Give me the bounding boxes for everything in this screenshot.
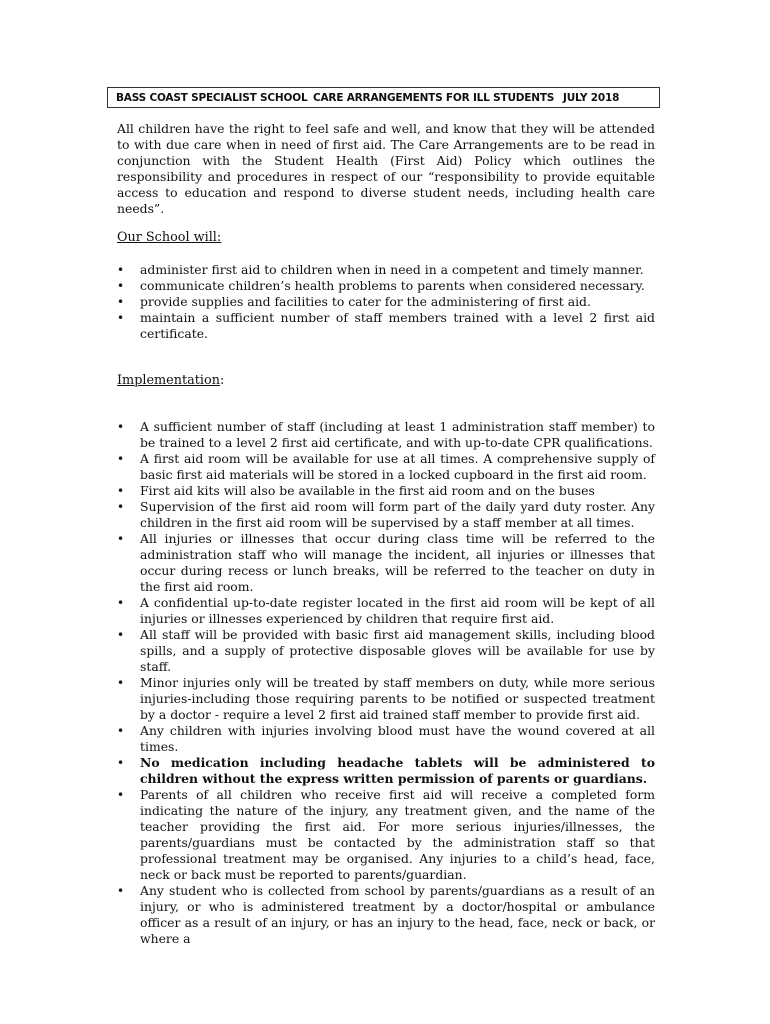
document-header	[107, 87, 660, 108]
list-item-text: Supervision of the first aid room will form part of the daily yard duty roster. Any children in the first aid room will be supervised by a staff member at all times.	[140, 499, 655, 530]
bullet-icon: •	[117, 756, 125, 770]
list-item-text: communicate children’s health problems to parents when considered necessary.	[140, 278, 645, 293]
list-item	[117, 499, 655, 531]
list-item-text: Any student who is collected from school by parents/guardians as a result of an injury, or who is administered treatment by a doctor/hospital or ambulance officer as a result of an injury, or has an injury to the head, face, neck or back, or where a	[140, 883, 655, 946]
header-school-name: BASS COAST SPECIALIST SCHOOL	[116, 92, 308, 104]
bullet-icon: •	[117, 884, 125, 898]
list-item-text: Parents of all children who receive first aid will receive a completed form indicating the nature of the injury, any treatment given, and the name of the teacher providing the first aid. For more serious injuries/illnesses, the parents/guardians must be contacted by the administration staff so that professional treatment may be organised. Any injuries to a child’s head, face, neck or back must be reported to parents/guardian.	[140, 787, 655, 882]
list-item-text: All injuries or illnesses that occur during class time will be referred to the administration staff who will manage the incident, all injuries or illnesses that occur during recess or lunch breaks, will be referred to the teacher on duty in the first aid room.	[140, 531, 655, 594]
list-item	[117, 483, 655, 499]
our-school-heading-text: Our School will:	[117, 230, 222, 245]
our-school-heading	[117, 230, 221, 245]
list-item	[117, 310, 655, 342]
bullet-icon: •	[117, 596, 125, 610]
intro-paragraph: All children have the right to feel safe and well, and know that they will be attended to with due care when in need of first aid. The Care Arrangements are to be read in conjunction with the Student Health (First Aid) Policy which outlines the responsibility and procedures in respect of our “responsibility to provide equitable access to education and respond to diverse student needs, including health care needs”.	[117, 121, 655, 216]
bullet-icon: •	[117, 724, 125, 738]
list-item	[117, 278, 655, 294]
header-date: JULY 2018	[563, 92, 620, 104]
implementation-heading-colon: :	[219, 373, 225, 388]
list-item-text: administer first aid to children when in need in a competent and timely manner.	[140, 262, 644, 277]
list-item-text: maintain a sufficient number of staff members trained with a level 2 first aid certificate.	[140, 310, 655, 341]
bullet-icon: •	[117, 452, 125, 466]
bullet-icon: •	[117, 532, 125, 546]
list-item-text: A sufficient number of staff (including at least 1 administration staff member) to be trained to a level 2 first aid certificate, and with up-to-date CPR qualifications.	[140, 419, 655, 450]
bullet-icon: •	[117, 311, 125, 325]
list-item	[117, 595, 655, 627]
bullet-icon: •	[117, 279, 125, 293]
implementation-heading-text: Implementation	[117, 373, 220, 388]
list-item	[117, 262, 655, 278]
list-item-text: A first aid room will be available for use at all times. A comprehensive supply of basic first aid materials will be stored in a locked cupboard in the first aid room.	[140, 451, 655, 482]
bullet-icon: •	[117, 500, 125, 514]
list-item	[117, 675, 655, 723]
implementation-heading	[117, 373, 224, 388]
list-item	[117, 419, 655, 451]
bullet-icon: •	[117, 420, 125, 434]
list-item-text: First aid kits will also be available in the first aid room and on the buses	[140, 483, 595, 498]
list-item-text: Minor injuries only will be treated by staff members on duty, while more serious injuries-including those requiring parents to be notified or suspected treatment by a doctor - require a level 2 first aid trained staff member to provide first aid.	[140, 675, 655, 722]
list-item-text: provide supplies and facilities to cater for the administering of first aid.	[140, 294, 591, 309]
list-item	[117, 627, 655, 675]
bullet-icon: •	[117, 628, 125, 642]
list-item	[117, 531, 655, 595]
bullet-icon: •	[117, 788, 125, 802]
our-school-list	[117, 262, 655, 342]
list-item-bold	[117, 755, 655, 787]
bullet-icon: •	[117, 295, 125, 309]
bullet-icon: •	[117, 263, 125, 277]
implementation-list	[117, 419, 655, 947]
list-item-text: A confidential up-to-date register located in the first aid room will be kept of all injuries or illnesses experienced by children that require first aid.	[140, 595, 655, 626]
list-item	[117, 723, 655, 755]
list-item	[117, 787, 655, 883]
list-item	[117, 294, 655, 310]
list-item-text: Any children with injuries involving blood must have the wound covered at all times.	[140, 723, 655, 754]
medication-warning-text: No medication including headache tablets will be administered to children without the express written permission of parents or guardians.	[140, 755, 655, 786]
bullet-icon: •	[117, 676, 125, 690]
list-item-text: All staff will be provided with basic first aid management skills, including blood spills, and a supply of protective disposable gloves will be available for use by staff.	[140, 627, 655, 674]
header-document-title: CARE ARRANGEMENTS FOR ILL STUDENTS	[313, 92, 555, 104]
list-item	[117, 451, 655, 483]
list-item	[117, 883, 655, 947]
bullet-icon: •	[117, 484, 125, 498]
